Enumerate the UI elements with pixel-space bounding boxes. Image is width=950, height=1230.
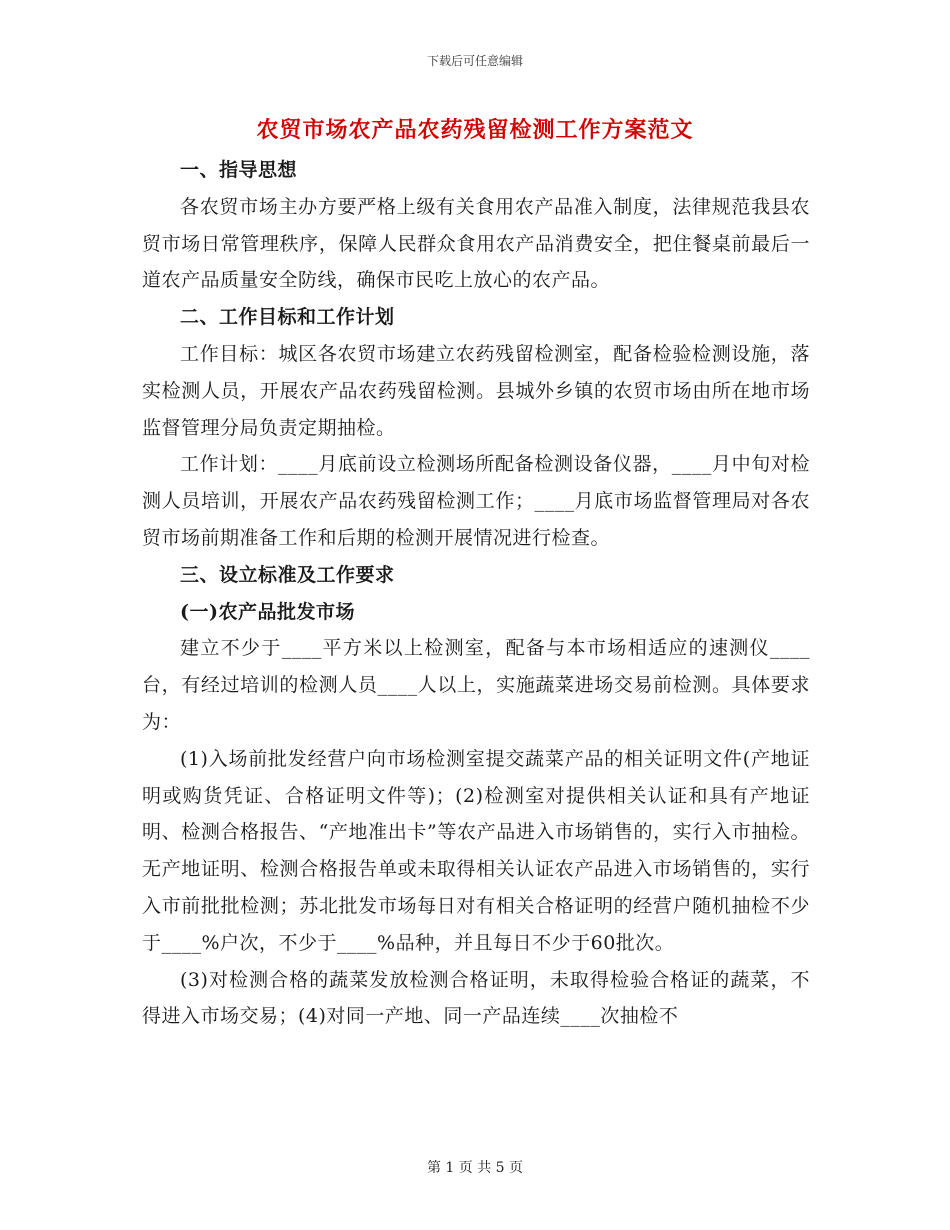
page-number: 第 1 页 共 5 页	[426, 1160, 524, 1176]
section-heading-goals-and-plan: 二、工作目标和工作计划	[180, 306, 395, 329]
paragraph-wholesale-requirements: 建立不少于____平方米以上检测室，配备与本市场相适应的速测仪____台，有经过培训的检测人员____人以上，实施蔬菜进场交易前检测。具体要求为：	[142, 637, 810, 733]
paragraph-guiding-ideology: 各农贸市场主办方要严格上级有关食用农产品准入制度，法律规范我县农贸市场日常管理秩序，保障人民群众食用农产品消费安全，把住餐桌前最后一道农产品质量安全防线，确保市民吃上放心的农产品。	[142, 195, 810, 292]
paragraph-work-goal: 工作目标：城区各农贸市场建立农药残留检测室，配备检验检测设施，落实检测人员，开展农产品农药残留检测。县城外乡镇的农贸市场由所在地市场监督管理分局负责定期抽检。	[142, 342, 810, 439]
document-body	[142, 152, 810, 1035]
section-heading-guiding-ideology: 一、指导思想	[180, 159, 298, 181]
subsection-heading-wholesale-market: (一)农产品批发市场	[180, 600, 355, 623]
header-note: 下载后可任意编辑	[426, 54, 523, 68]
paragraph-work-plan: 工作计划：____月底前设立检测场所配备检测设备仪器，____月中旬对检测人员培训，开展农产品农药残留检测工作；____月底市场监督管理局对各农贸市场前期准备工作和后期的检测开展情况进行检查。	[142, 453, 810, 549]
section-heading-standards: 三、设立标准及工作要求	[180, 563, 395, 586]
paragraph-requirements-3-4: (3)对检测合格的蔬菜发放检测合格证明，未取得检验合格证的蔬菜，不得进入市场交易；(4)对同一产地、同一产品连续____次抽检不	[142, 968, 810, 1028]
document-title: 农贸市场农产品农药残留检测工作方案范文	[256, 117, 694, 143]
paragraph-requirements-1-2: (1)入场前批发经营户向市场检测室提交蔬菜产品的相关证明文件(产地证明或购货凭证、合格证明文件等)；(2)检测室对提供相关认证和具有产地证明、检测合格报告、“产地准出卡”等农产品进入市场销售的，实行入市抽检。无产地证明、检测合格报告单或未取得相关认证农产品进入市场销售的，实行入市前批批检测；苏北批发市场每日对有相关合格证明的经营户随机抽检不少于____%户次，不少于____%品种，并且每日不少于60批次。	[142, 747, 810, 954]
